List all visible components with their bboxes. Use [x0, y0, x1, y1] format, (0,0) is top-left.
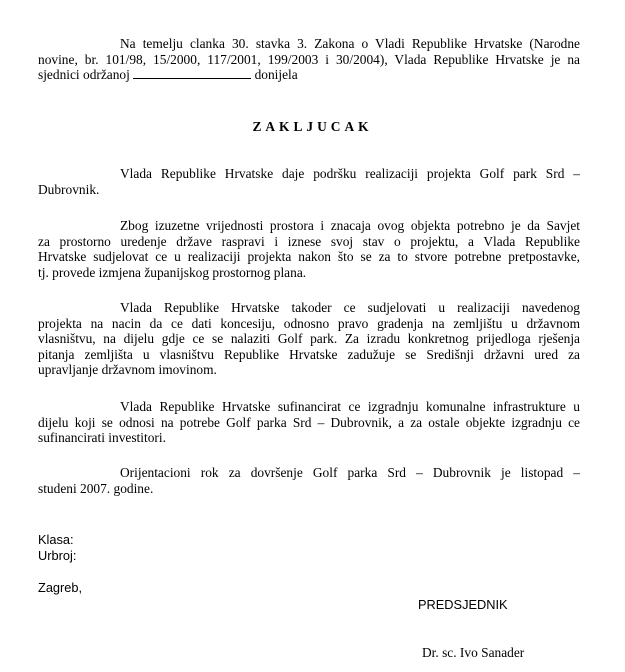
- paragraph-1: [38, 166, 580, 197]
- preamble-line-2: novine, br. 101/98, 15/2000, 117/2001, 199/2003 i 30/2004), Vlada Republike Hrvatske je na: [38, 51, 580, 67]
- paragraph-3-line-5: upravljanje državnom imovinom.: [38, 362, 217, 378]
- signatory-name: Dr. sc. Ivo Sanader: [422, 645, 525, 660]
- paragraph-2-line-1: Zbog izuzetne vrijednosti prostora i znacaja ovog objekta potrebno je da Savjet: [120, 218, 580, 233]
- preamble-line-3-end: donijela: [254, 67, 298, 83]
- paragraph-3-line-2: projekta na nacin da ce dati koncesiju, odnosno pravo gradenja na zemljištu u državnom: [38, 315, 580, 331]
- preamble-line-3-start: sjednici održanoj: [38, 67, 130, 83]
- klasa-label: Klasa:: [38, 532, 74, 547]
- preamble-line-3: [38, 67, 580, 83]
- paragraph-2: [38, 218, 580, 280]
- preamble-line-1: Na temelju clanka 30. stavka 3. Zakona o Vladi Republike Hrvatske (Narodne: [120, 36, 580, 51]
- paragraph-4: [38, 399, 580, 446]
- preamble: [38, 36, 580, 83]
- signatory-role: PREDSJEDNIK: [418, 597, 508, 612]
- paragraph-4-line-1: Vlada Republike Hrvatske sufinancirat ce izgradnju komunalne infrastrukture u: [120, 399, 580, 414]
- paragraph-5: [38, 465, 580, 496]
- paragraph-2-line-3: Hrvatske sudjelovat ce u realizaciji projekta nakon što se za to stvore potrebne pretpostavke,: [38, 249, 580, 265]
- paragraph-2-line-2: za prostorno uredenje države raspravi i iznese svoj stav o projektu, a Vlada Republike: [38, 233, 580, 249]
- urbroj-label: Urbroj:: [38, 548, 77, 563]
- paragraph-3-line-4: pitanja zemljišta u vlasništvu Republike Hrvatske zadužuje se Središnji državni ured za: [38, 346, 580, 362]
- date-blank-line: [133, 67, 251, 79]
- paragraph-3-line-1: Vlada Republike Hrvatske takoder ce sudjelovati u realizaciji navedenog: [120, 300, 580, 315]
- paragraph-1-line-2: Dubrovnik.: [38, 181, 100, 197]
- paragraph-3: [38, 300, 580, 378]
- paragraph-5-line-1: Orijentacioni rok za dovršenje Golf parka Srd – Dubrovnik je listopad –: [120, 465, 580, 480]
- document-title: ZAKLJUCAK: [252, 119, 373, 134]
- paragraph-4-line-3: sufinancirati investitori.: [38, 430, 166, 446]
- paragraph-2-line-4: tj. provede izmjena županijskog prostornog plana.: [38, 264, 307, 280]
- paragraph-4-line-2: dijelu koji se odnosi na potrebe Golf parka Srd – Dubrovnik, a za ostale objekte izgradnju ce: [38, 414, 580, 430]
- paragraph-3-line-3: vlasništvu, na dijelu gdje ce se nalaziti Golf park. Za izradu konkretnog prijedloga rješenja: [38, 331, 580, 347]
- paragraph-5-line-2: studeni 2007. godine.: [38, 480, 154, 496]
- paragraph-1-line-1: Vlada Republike Hrvatske daje podršku realizaciji projekta Golf park Srd –: [120, 166, 580, 181]
- place-label: Zagreb,: [38, 580, 83, 595]
